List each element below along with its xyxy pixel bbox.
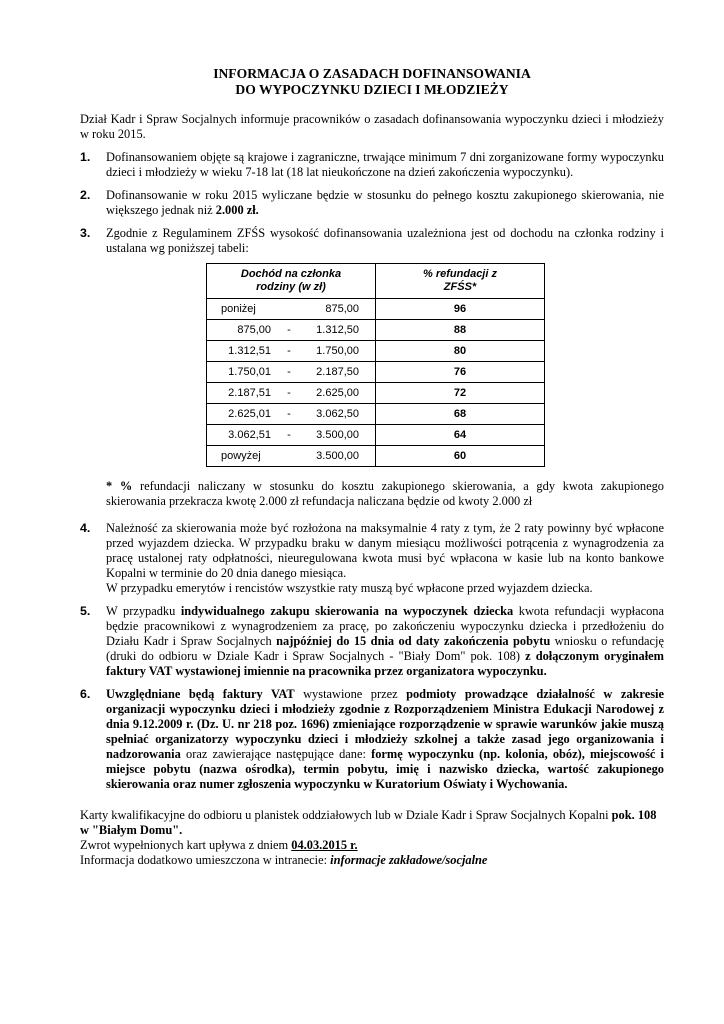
- footnote-text: refundacji naliczany w stosunku do kosztu zakupionego skierowania, a gdy kwota zakupionego skierowania przekracza kwotę 2.000 zł refundacja naliczana będzie od kwoty 2.000 zł: [106, 479, 664, 508]
- income-range: [207, 428, 375, 443]
- list-item-1: [80, 150, 664, 180]
- income-range: [207, 407, 375, 422]
- deadline-text: Zwrot wypełnionych kart upływa z dniem: [80, 838, 292, 852]
- room-info: pok. 108 w "Białym Domu".: [80, 808, 657, 837]
- income-range: [207, 323, 375, 338]
- income-range-cell: [207, 341, 376, 362]
- item-4-paragraph-1: Należność za skierowania może być rozłożona na maksymalnie 4 raty z tym, że 2 raty powinny być wpłacone przed wyjazdem dziecka. W przypadku braku w danym miesiącu możliwości potrącenia z wynagrodzenia za pracę ustalonej raty odpłatności, nieuregulowana kwota musi być wpłacona w kasie lub na konto bankowe Kopalni w terminie do 20 dnia danego miesiąca.: [106, 521, 664, 580]
- income-to: 3.500,00: [316, 449, 359, 462]
- income-from: 2.187,51: [228, 386, 271, 399]
- range-separator: -: [287, 323, 291, 336]
- header-percent-text: % refundacji z ZFŚS*: [423, 268, 497, 293]
- item-number: 4.: [80, 521, 91, 535]
- item-text: Zgodnie z Regulaminem ZFŚS wysokość dofinansowania uzależniona jest od dochodu na członka rodziny i ustalana wg poniższej tabeli:: [106, 226, 664, 255]
- item-5-text-2: kwota refundacji wypłacona będzie pracownikowi z wynagrodzeniem za pracę, po zakończeniu wypoczynku dziecka i przedłożeniu do Działu Kadr i Spraw Socjalnych: [106, 604, 665, 648]
- table-row: [207, 341, 545, 362]
- footer-section: [80, 808, 664, 868]
- income-from: 1.750,01: [228, 365, 271, 378]
- intro-paragraph: Dział Kadr i Spraw Socjalnych informuje pracowników o zasadach dofinansowania wypoczynku dzieci i młodzieży w roku 2015.: [80, 112, 664, 141]
- item-6-bold-3: formę wypoczynku (np. kolonia, obóz), miejscowość i miejsce pobytu (nazwa ośrodka), termin pobytu, imię i nazwisko dziecka, wartość zakupionego skierowania oraz numer zgłoszenia wypoczynku w Kuratorium Oświaty i Wychowania.: [106, 747, 664, 791]
- income-from: 875,00: [237, 323, 271, 336]
- intranet-text: Informacja dodatkowo umieszczona w intranecie:: [80, 853, 331, 867]
- item-text: [106, 687, 664, 792]
- table-header-row: [207, 264, 545, 299]
- header-percent: [376, 264, 545, 299]
- refund-percent: 68: [376, 404, 545, 425]
- income-range-cell: [207, 404, 376, 425]
- income-range: [207, 302, 375, 317]
- item-6-text-2: oraz zawierające następujące dane:: [180, 747, 372, 761]
- list-item-5: [80, 604, 664, 679]
- header-income-text: Dochód na członka rodziny (w zł): [240, 268, 342, 293]
- footnote-mark: * %: [106, 479, 133, 493]
- title-line-2: DO WYPOCZYNKU DZIECI I MŁODZIEŻY: [235, 82, 509, 97]
- refund-percent: 76: [376, 362, 545, 383]
- item-number: 6.: [80, 687, 91, 701]
- table-row: [207, 446, 545, 467]
- intranet-info: [80, 853, 664, 868]
- range-separator: -: [287, 428, 291, 441]
- table-row: [207, 383, 545, 404]
- income-range: [207, 386, 375, 401]
- refund-percent: 88: [376, 320, 545, 341]
- item-number: 3.: [80, 226, 91, 240]
- income-range: [207, 365, 375, 380]
- item-6-bold-1: Uwzględniane będą faktury VAT: [106, 687, 295, 701]
- header-income: [207, 264, 376, 299]
- item-text-body: Dofinansowanie w roku 2015 wyliczane będzie w stosunku do pełnego kosztu zakupionego skierowania, nie większego jednak niż: [106, 188, 664, 217]
- deadline-date: 04.03.2015 r.: [291, 838, 358, 852]
- refund-percent: 64: [376, 425, 545, 446]
- page-title: [80, 66, 664, 98]
- max-amount: 2.000 zł.: [215, 203, 259, 217]
- range-separator: -: [287, 407, 291, 420]
- table-body: [207, 299, 545, 467]
- income-range: [207, 449, 375, 464]
- item-6-text-1: wystawione przez: [294, 687, 407, 701]
- refund-percent: 72: [376, 383, 545, 404]
- income-to: 2.187,50: [316, 365, 359, 378]
- income-to: 3.500,00: [316, 428, 359, 441]
- list-item-2: [80, 188, 664, 218]
- range-separator: -: [287, 365, 291, 378]
- income-from: powyżej: [221, 449, 261, 462]
- table-row: [207, 320, 545, 341]
- income-range-cell: [207, 425, 376, 446]
- item-number: 5.: [80, 604, 91, 618]
- income-range-cell: [207, 362, 376, 383]
- item-5-text-1: W przypadku: [106, 604, 181, 618]
- income-range-cell: [207, 446, 376, 467]
- income-to: 875,00: [325, 302, 359, 315]
- item-5-bold-3: z dołączonym oryginałem faktury VAT wystawionej imiennie na pracownika przez organizatora wypoczynku.: [106, 649, 664, 678]
- range-separator: -: [287, 344, 291, 357]
- income-to: 1.750,00: [316, 344, 359, 357]
- income-range: [207, 344, 375, 359]
- income-range-cell: [207, 383, 376, 404]
- table-row: [207, 404, 545, 425]
- item-number: 1.: [80, 150, 91, 164]
- income-to: 2.625,00: [316, 386, 359, 399]
- item-4-paragraph-2: W przypadku emerytów i rencistów wszystkie raty muszą być wpłacone przed wyjazdem dziecka.: [106, 581, 593, 595]
- range-separator: -: [287, 386, 291, 399]
- list-item-4: [80, 521, 664, 596]
- refund-percent: 80: [376, 341, 545, 362]
- refund-percent: 96: [376, 299, 545, 320]
- income-from: 2.625,01: [228, 407, 271, 420]
- table-row: [207, 299, 545, 320]
- income-from: 3.062,51: [228, 428, 271, 441]
- income-from: 1.312,51: [228, 344, 271, 357]
- item-5-bold-1: indywidualnego zakupu skierowania na wypoczynek dziecka: [180, 604, 514, 618]
- item-text: [106, 604, 664, 679]
- title-line-1: INFORMACJA O ZASADACH DOFINANSOWANIA: [213, 66, 531, 81]
- cards-info-text: Karty kwalifikacyjne do odbioru u planistek oddziałowych lub w Dziale Kadr i Spraw Socjalnych Kopalni: [80, 808, 612, 822]
- intranet-path: informacje zakładowe/socjalne: [330, 853, 488, 867]
- footnote: [106, 479, 664, 509]
- income-to: 3.062,50: [316, 407, 359, 420]
- cards-info: [80, 808, 664, 838]
- table-row: [207, 425, 545, 446]
- income-from: poniżej: [221, 302, 256, 315]
- item-text: Dofinansowaniem objęte są krajowe i zagraniczne, trwające minimum 7 dni zorganizowane formy wypoczynku dzieci i młodzieży w wieku 7-18 lat (18 lat nieukończone na dzień zakończenia wypoczynku).: [106, 150, 664, 179]
- income-range-cell: [207, 299, 376, 320]
- item-text: [106, 188, 664, 218]
- item-text: [106, 521, 664, 596]
- income-to: 1.312,50: [316, 323, 359, 336]
- item-6-bold-2: podmioty prowadzące działalność w zakresie organizacji wypoczynku dzieci i młodzieży zgodnie z Rozporządzeniem Ministra Edukacji Narodowej z dnia 9.12.2009 r. (Dz. U. nr 218 poz. 1696) zmieniające rozporządzenie w sprawie warunków jakie muszą spełniać organizatorzy wypoczynku dzieci i młodzieży szkolnej a także zasad jego organizowania i nadzorowania: [106, 687, 664, 761]
- list-item-6: [80, 687, 664, 792]
- table-row: [207, 362, 545, 383]
- refund-table: [206, 263, 545, 467]
- income-range-cell: [207, 320, 376, 341]
- item-5-text-3: wniosku o refundację (druki do odbioru w Dziale Kadr i Spraw Socjalnych - "Biały Dom" pok. 108): [106, 634, 664, 663]
- item-5-bold-2: najpóźniej do 15 dnia od daty zakończenia pobytu: [276, 634, 551, 648]
- list-item-3: [80, 226, 664, 256]
- item-number: 2.: [80, 188, 91, 202]
- refund-percent: 60: [376, 446, 545, 467]
- deadline-info: [80, 838, 664, 853]
